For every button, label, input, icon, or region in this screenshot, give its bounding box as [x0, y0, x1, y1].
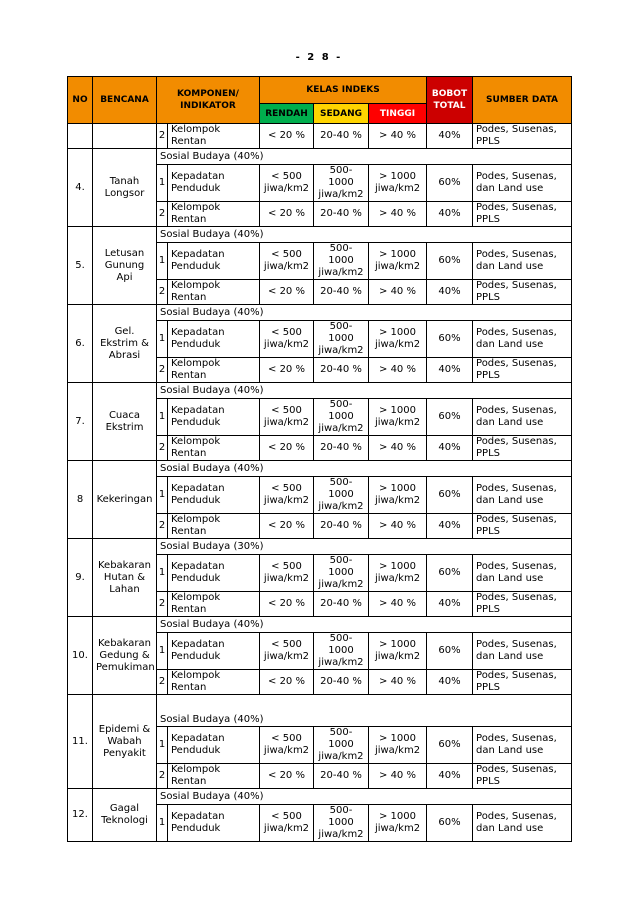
bobot-cell: 60%	[427, 805, 473, 842]
header-bobot-total: BOBOT TOTAL	[427, 77, 473, 124]
rendah-cell: < 20 %	[260, 436, 314, 461]
bobot-cell: 40%	[427, 358, 473, 383]
indicator-name: Kelompok Rentan	[168, 202, 260, 227]
rendah-cell: < 20 %	[260, 514, 314, 539]
header-kelas-indeks: KELAS INDEKS	[260, 77, 427, 104]
indicator-name: Kepadatan Penduduk	[168, 165, 260, 202]
table-row	[68, 461, 572, 477]
indicator-name: Kelompok Rentan	[168, 592, 260, 617]
indicator-index: 1	[157, 243, 168, 280]
sumber-cell: Podes, Susenas, dan Land use	[473, 727, 572, 764]
rendah-cell: < 20 %	[260, 358, 314, 383]
indicator-name: Kelompok Rentan	[168, 124, 260, 149]
indicator-name: Kepadatan Penduduk	[168, 243, 260, 280]
sumber-cell: Podes, Susenas, dan Land use	[473, 165, 572, 202]
indicator-name: Kepadatan Penduduk	[168, 555, 260, 592]
sumber-cell: Podes, Susenas, dan Land use	[473, 805, 572, 842]
bobot-cell: 40%	[427, 436, 473, 461]
section-label: Sosial Budaya (40%)	[157, 789, 572, 805]
table-row	[68, 789, 572, 805]
bencana-cell	[93, 124, 157, 149]
indicator-index: 1	[157, 727, 168, 764]
indicator-index: 2	[157, 514, 168, 539]
indicator-index: 2	[157, 124, 168, 149]
rendah-cell: < 500 jiwa/km2	[260, 165, 314, 202]
bobot-cell: 40%	[427, 124, 473, 149]
tinggi-cell: > 1000 jiwa/km2	[369, 805, 427, 842]
rendah-cell: < 20 %	[260, 202, 314, 227]
sumber-cell: Podes, Susenas, PPLS	[473, 514, 572, 539]
sedang-cell: 500-1000 jiwa/km2	[314, 321, 369, 358]
header-bencana: BENCANA	[93, 77, 157, 124]
rendah-cell: < 20 %	[260, 592, 314, 617]
bobot-cell: 60%	[427, 165, 473, 202]
indicator-index: 2	[157, 592, 168, 617]
header-sedang: SEDANG	[314, 104, 369, 124]
indicator-index: 1	[157, 399, 168, 436]
indicator-name: Kelompok Rentan	[168, 514, 260, 539]
table-row	[68, 227, 572, 243]
indicator-name: Kelompok Rentan	[168, 670, 260, 695]
sedang-cell: 500-1000 jiwa/km2	[314, 805, 369, 842]
no-cell: 4.	[68, 149, 93, 227]
section-label: Sosial Budaya (40%)	[157, 695, 572, 727]
indicator-index: 1	[157, 555, 168, 592]
sedang-cell: 20-40 %	[314, 280, 369, 305]
sumber-cell: Podes, Susenas, PPLS	[473, 280, 572, 305]
rendah-cell: < 500 jiwa/km2	[260, 555, 314, 592]
sumber-cell: Podes, Susenas, PPLS	[473, 202, 572, 227]
tinggi-cell: > 40 %	[369, 436, 427, 461]
indicator-index: 1	[157, 477, 168, 514]
header-sumber-data: SUMBER DATA	[473, 77, 572, 124]
bobot-cell: 60%	[427, 555, 473, 592]
bencana-cell: Letusan Gunung Api	[93, 227, 157, 305]
table-row	[68, 124, 572, 149]
sedang-cell: 500-1000 jiwa/km2	[314, 243, 369, 280]
sedang-cell: 20-40 %	[314, 592, 369, 617]
sedang-cell: 20-40 %	[314, 358, 369, 383]
indicator-index: 2	[157, 764, 168, 789]
bencana-cell: Kebakaran Hutan & Lahan	[93, 539, 157, 617]
header-komponen: KOMPONEN/ INDIKATOR	[157, 77, 260, 124]
section-label: Sosial Budaya (40%)	[157, 305, 572, 321]
no-cell: 6.	[68, 305, 93, 383]
bencana-cell: Epidemi & Wabah Penyakit	[93, 695, 157, 789]
rendah-cell: < 500 jiwa/km2	[260, 477, 314, 514]
rendah-cell: < 500 jiwa/km2	[260, 633, 314, 670]
sedang-cell: 500-1000 jiwa/km2	[314, 727, 369, 764]
tinggi-cell: > 40 %	[369, 124, 427, 149]
tinggi-cell: > 1000 jiwa/km2	[369, 477, 427, 514]
indicator-index: 2	[157, 358, 168, 383]
section-label: Sosial Budaya (30%)	[157, 539, 572, 555]
header-rendah: RENDAH	[260, 104, 314, 124]
bencana-cell: Kebakaran Gedung & Pemukiman	[93, 617, 157, 695]
bobot-cell: 40%	[427, 202, 473, 227]
indicator-name: Kelompok Rentan	[168, 358, 260, 383]
sedang-cell: 500-1000 jiwa/km2	[314, 165, 369, 202]
tinggi-cell: > 1000 jiwa/km2	[369, 727, 427, 764]
tinggi-cell: > 40 %	[369, 358, 427, 383]
sedang-cell: 20-40 %	[314, 436, 369, 461]
sedang-cell: 500-1000 jiwa/km2	[314, 633, 369, 670]
sedang-cell: 20-40 %	[314, 124, 369, 149]
bobot-cell: 40%	[427, 280, 473, 305]
header-tinggi: TINGGI	[369, 104, 427, 124]
indicator-name: Kepadatan Penduduk	[168, 727, 260, 764]
sumber-cell: Podes, Susenas, dan Land use	[473, 321, 572, 358]
tinggi-cell: > 40 %	[369, 670, 427, 695]
bobot-cell: 40%	[427, 670, 473, 695]
tinggi-cell: > 1000 jiwa/km2	[369, 633, 427, 670]
bobot-cell: 60%	[427, 477, 473, 514]
bobot-cell: 60%	[427, 399, 473, 436]
sedang-cell: 20-40 %	[314, 202, 369, 227]
indicator-name: Kelompok Rentan	[168, 280, 260, 305]
tinggi-cell: > 40 %	[369, 280, 427, 305]
no-cell: 8	[68, 461, 93, 539]
indicator-index: 1	[157, 321, 168, 358]
indicator-index: 2	[157, 670, 168, 695]
indicator-name: Kepadatan Penduduk	[168, 633, 260, 670]
sumber-cell: Podes, Susenas, PPLS	[473, 592, 572, 617]
rendah-cell: < 500 jiwa/km2	[260, 243, 314, 280]
bobot-cell: 60%	[427, 727, 473, 764]
bencana-cell: Gagal Teknologi	[93, 789, 157, 842]
section-label: Sosial Budaya (40%)	[157, 149, 572, 165]
no-cell	[68, 124, 93, 149]
tinggi-cell: > 1000 jiwa/km2	[369, 321, 427, 358]
rendah-cell: < 20 %	[260, 764, 314, 789]
indicator-name: Kepadatan Penduduk	[168, 477, 260, 514]
sumber-cell: Podes, Susenas, dan Land use	[473, 243, 572, 280]
no-cell: 12.	[68, 789, 93, 842]
table-row	[68, 695, 572, 727]
rendah-cell: < 20 %	[260, 280, 314, 305]
sumber-cell: Podes, Susenas, PPLS	[473, 670, 572, 695]
table-row	[68, 383, 572, 399]
sedang-cell: 500-1000 jiwa/km2	[314, 477, 369, 514]
sumber-cell: Podes, Susenas, PPLS	[473, 124, 572, 149]
no-cell: 9.	[68, 539, 93, 617]
tinggi-cell: > 1000 jiwa/km2	[369, 399, 427, 436]
tinggi-cell: > 1000 jiwa/km2	[369, 555, 427, 592]
bencana-cell: Kekeringan	[93, 461, 157, 539]
sedang-cell: 500-1000 jiwa/km2	[314, 399, 369, 436]
indicator-name: Kepadatan Penduduk	[168, 321, 260, 358]
table-row	[68, 305, 572, 321]
sumber-cell: Podes, Susenas, PPLS	[473, 764, 572, 789]
bencana-cell: Gel. Ekstrim & Abrasi	[93, 305, 157, 383]
indicator-name: Kepadatan Penduduk	[168, 805, 260, 842]
sumber-cell: Podes, Susenas, dan Land use	[473, 477, 572, 514]
tinggi-cell: > 40 %	[369, 592, 427, 617]
rendah-cell: < 500 jiwa/km2	[260, 727, 314, 764]
no-cell: 7.	[68, 383, 93, 461]
section-label: Sosial Budaya (40%)	[157, 461, 572, 477]
sumber-cell: Podes, Susenas, PPLS	[473, 436, 572, 461]
no-cell: 10.	[68, 617, 93, 695]
rendah-cell: < 20 %	[260, 670, 314, 695]
sumber-cell: Podes, Susenas, PPLS	[473, 358, 572, 383]
no-cell: 5.	[68, 227, 93, 305]
hazard-index-table	[67, 76, 572, 842]
indicator-index: 2	[157, 436, 168, 461]
sumber-cell: Podes, Susenas, dan Land use	[473, 555, 572, 592]
bencana-cell: Tanah Longsor	[93, 149, 157, 227]
section-label: Sosial Budaya (40%)	[157, 383, 572, 399]
sedang-cell: 20-40 %	[314, 670, 369, 695]
bobot-cell: 40%	[427, 592, 473, 617]
no-cell: 11.	[68, 695, 93, 789]
indicator-index: 1	[157, 165, 168, 202]
bencana-cell: Cuaca Ekstrim	[93, 383, 157, 461]
indicator-index: 1	[157, 633, 168, 670]
bobot-cell: 60%	[427, 321, 473, 358]
indicator-index: 1	[157, 805, 168, 842]
bobot-cell: 60%	[427, 243, 473, 280]
tinggi-cell: > 1000 jiwa/km2	[369, 243, 427, 280]
indicator-name: Kelompok Rentan	[168, 436, 260, 461]
indicator-index: 2	[157, 280, 168, 305]
sumber-cell: Podes, Susenas, dan Land use	[473, 633, 572, 670]
table-row	[68, 539, 572, 555]
tinggi-cell: > 1000 jiwa/km2	[369, 165, 427, 202]
section-label: Sosial Budaya (40%)	[157, 617, 572, 633]
sedang-cell: 20-40 %	[314, 514, 369, 539]
indicator-name: Kelompok Rentan	[168, 764, 260, 789]
header-no: NO	[68, 77, 93, 124]
indicator-name: Kepadatan Penduduk	[168, 399, 260, 436]
rendah-cell: < 500 jiwa/km2	[260, 399, 314, 436]
tinggi-cell: > 40 %	[369, 764, 427, 789]
sedang-cell: 20-40 %	[314, 764, 369, 789]
page-number: - 2 8 -	[295, 52, 343, 63]
sedang-cell: 500-1000 jiwa/km2	[314, 555, 369, 592]
rendah-cell: < 20 %	[260, 124, 314, 149]
table-row	[68, 149, 572, 165]
sumber-cell: Podes, Susenas, dan Land use	[473, 399, 572, 436]
tinggi-cell: > 40 %	[369, 514, 427, 539]
indicator-index: 2	[157, 202, 168, 227]
rendah-cell: < 500 jiwa/km2	[260, 805, 314, 842]
bobot-cell: 60%	[427, 633, 473, 670]
bobot-cell: 40%	[427, 514, 473, 539]
bobot-cell: 40%	[427, 764, 473, 789]
table-row	[68, 617, 572, 633]
rendah-cell: < 500 jiwa/km2	[260, 321, 314, 358]
section-label: Sosial Budaya (40%)	[157, 227, 572, 243]
tinggi-cell: > 40 %	[369, 202, 427, 227]
